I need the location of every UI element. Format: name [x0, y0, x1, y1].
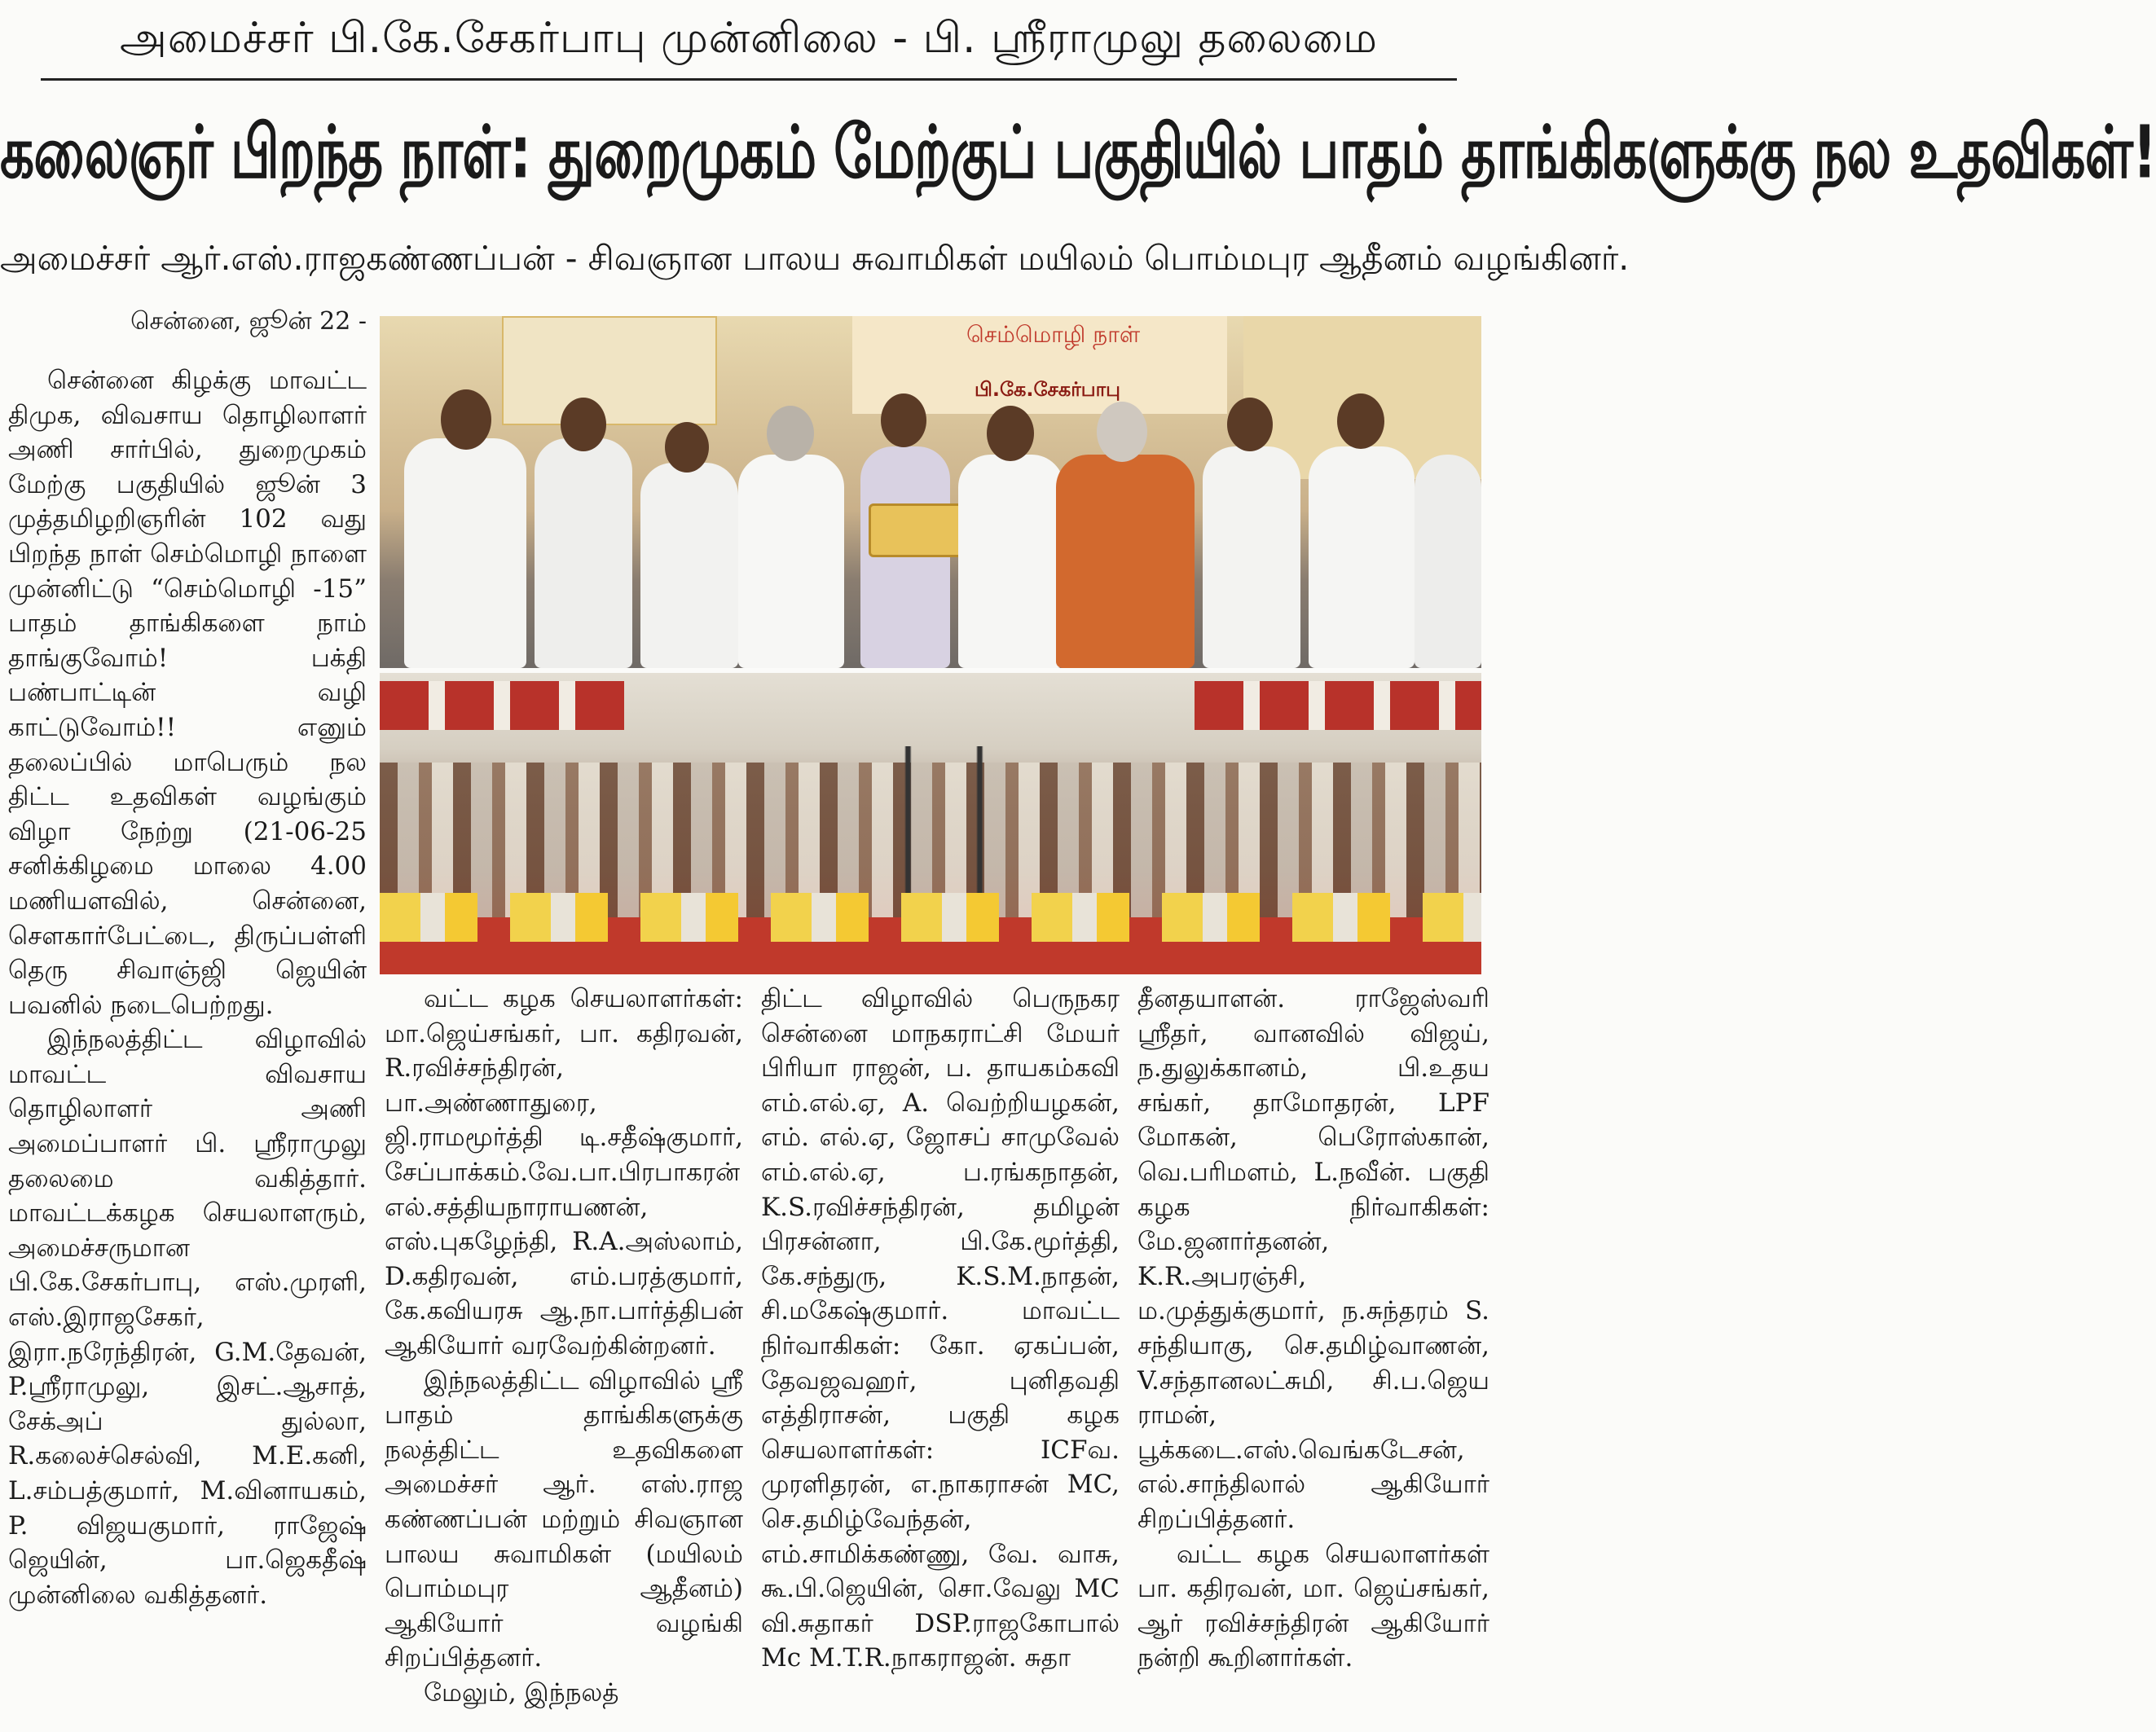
col4-paragraph-1: தீனதயாளன். ராஜேஸ்வரி ஸ்ரீதர், வானவில் விஜய், ந.துலுக்கானம், பி.உதய சங்கர், தாமோதரன், LPF மோகன், பெரோஸ்கான், வெ.பரிமளம், L.நவீன். பகுதி கழக நிர்வாகிகள்: மே.ஜனார்தனன், K.R.அபரஞ்சி, ம.முத்துக்குமார், ந.சுந்தரம் S. சந்தியாகு, செ.தமிழ்வாணன், V.சந்தானலட்சுமி, சி.ப.ஜெய ராமன், பூக்கடை.எஸ்.வெங்கடேசன், எல்.சாந்திலால் ஆகியோர் சிறப்பித்தனர். — [1137, 984, 1489, 1534]
col2-paragraph-3: மேலும், இந்நலத் — [424, 1677, 619, 1708]
person-figure — [404, 438, 526, 668]
col3-paragraph-1: திட்ட விழாவில் பெருநகர சென்னை மாநகராட்சி மேயர் பிரியா ராஜன், ப. தாயகம்கவி எம்.எல்.ஏ, A. வெற்றியழகன், எம். எல்.ஏ, ஜோசப் சாமுவேல் எம்.எல்.ஏ, ப.ரங்கநாதன், K.S.ரவிச்சந்திரன், தமிழன் பிரசன்னா, பி.கே.மூர்த்தி, கே.சந்துரு, K.S.M.நாதன், சி.மகேஷ்குமார். மாவட்ட நிர்வாகிகள்: கோ. ஏகப்பன், தேவஜவஹர், புனிதவதி எத்திராசன், பகுதி கழக செயலாளர்கள்: ICFவ. முரளிதரன், எ.நாகராசன் MC, செ.தமிழ்வேந்தன், எம்.சாமிக்கண்ணு, வே. வாசு, கூ.பி.ஜெயின், சொ.வேலு MC வி.சுதாகர் DSP.ராஜகோபால் Mc M.T.R.நாகராஜன். சுதா — [761, 984, 1120, 1673]
person-figure — [738, 455, 844, 668]
person-head — [441, 389, 491, 450]
col2-paragraph-1: வட்ட கழக செயலாளர்கள்: மா.ஜெய்சங்கர், பா. கதிரவன், R.ரவிச்சந்திரன், பா.அண்ணாதுரை, ஜி.ராமமூர்த்தி டி.சதீஷ்குமார், சேப்பாக்கம்.வே.பா.பிரபாகரன் எல்.சத்தியநாராயணன், எஸ்.புகழேந்தி, R.A.அஸ்லாம், D.கதிரவன், எம்.பரத்குமார், கே.கவியரசு ஆ.நா.பார்த்திபன் ஆகியோர் வரவேற்கின்றனர். — [385, 984, 743, 1361]
photo-dignitaries-stage — [380, 316, 1481, 668]
person-head — [665, 422, 709, 473]
person-head — [1227, 398, 1273, 451]
person-head — [1097, 402, 1147, 462]
person-head — [1337, 393, 1384, 449]
person-figure — [860, 446, 950, 668]
article-headline: கலைஞர் பிறந்த நாள்: துறைமுகம் மேற்குப் பகுதியில் பாதம் தாங்கிகளுக்கு நல உதவிகள்! — [0, 110, 2156, 196]
person-head — [881, 393, 926, 447]
column-1 — [8, 363, 367, 1716]
col1-paragraph-2: இந்நலத்திட்ட விழாவில் மாவட்ட விவசாய தொழிலாளர் அணி அமைப்பாளர் பி. ஸ்ரீராமுலு தலைமை வகித்தார். மாவட்டக்கழக செயலாளரும், அமைச்சருமான பி.கே.சேகர்பாபு, எஸ்.முரளி, எஸ்.இராஜசேகர், இரா.நரேந்திரன், G.M.தேவன், P.ஸ்ரீராமுலு, இசட்.ஆசாத், சேக்அப் துல்லா, R.கலைச்செல்வி, M.E.கனி, L.சம்பத்குமார், M.வினாயகம், P. விஜயகுமார், ராஜேஷ் ஜெயின், பா.ஜெகதீஷ் முன்னிலை வகித்தனர். — [8, 1025, 367, 1610]
stage-banner-left — [502, 316, 717, 425]
person-figure — [1203, 446, 1300, 668]
person-figure — [958, 455, 1064, 668]
person-robed-swami — [1056, 455, 1195, 668]
article-kicker: அமைச்சர் பி.கே.சேகர்பாபு முன்னிலை - பி. ஸ்ரீராமுலு தலைமை — [120, 14, 1378, 63]
column-4 — [1137, 982, 1489, 1725]
column-2 — [385, 982, 743, 1725]
article-subhead: அமைச்சர் ஆர்.எஸ்.ராஜகண்ணப்பன் - சிவஞான பாலய சுவாமிகள் மயிலம் பொம்மபுர ஆதீனம் வழங்கினர். — [0, 239, 1630, 278]
person-figure — [535, 438, 632, 668]
col1-paragraph-1: சென்னை கிழக்கு மாவட்ட திமுக, விவசாய தொழிலாளர் அணி சார்பில், துறைமுகம் மேற்கு பகுதியில் ஜூன் 3 முத்தமிழறிஞரின் 102 வது பிறந்த நாள் செம்மொழி நாளை முன்னிட்டு “செம்மொழி -15” பாதம் தாங்கிகளை நாம் தாங்குவோம்! பக்தி பண்பாட்டின் வழி காட்டுவோம்!! எனும் தலைப்பில் மாபெரும் நல திட்ட உதவிகள் வழங்கும் விழா நேற்று (21-06-25 சனிக்கிழமை மாலை 4.00 மணியளவில், சென்னை, சௌகார்பேட்டை, திருப்பள்ளி தெரு சிவாஞ்ஜி ஜெயின் பவனில் நடைபெற்றது. — [8, 366, 367, 1020]
person-figure — [1415, 455, 1481, 668]
person-figure — [1309, 446, 1415, 668]
person-head — [767, 406, 814, 461]
gift-bags — [380, 893, 1481, 942]
banner-name: பி.கே.சேகர்பாபு — [975, 378, 1120, 401]
banner-title: செம்மொழி நாள் — [966, 321, 1141, 348]
column-3 — [761, 982, 1120, 1725]
person-figure — [640, 463, 738, 668]
hall-drapes-right — [1195, 681, 1481, 730]
col4-paragraph-2: வட்ட கழக செயலாளர்கள் பா. கதிரவன், மா. ஜெய்சங்கர், ஆர் ரவிச்சந்திரன் ஆகியோர் நன்றி கூறினார்கள். — [1137, 1539, 1489, 1673]
dateline: சென்னை, ஜூன் 22 - — [130, 307, 367, 336]
col2-paragraph-2: இந்நலத்திட்ட விழாவில் ஸ்ரீ பாதம் தாங்கிகளுக்கு நலத்திட்ட உதவிகளை அமைச்சர் ஆர். எஸ்.ராஜ கண்ணப்பன் மற்றும் சிவஞான பாலய சுவாமிகள் (மயிலம் பொம்மபுர ஆதீனம்) ஆகியோர் வழங்கி சிறப்பித்தனர். — [385, 1365, 743, 1673]
person-head — [561, 398, 606, 451]
person-head — [987, 406, 1034, 461]
hall-drapes-left — [380, 681, 624, 730]
photo-audience-hall — [380, 673, 1481, 974]
